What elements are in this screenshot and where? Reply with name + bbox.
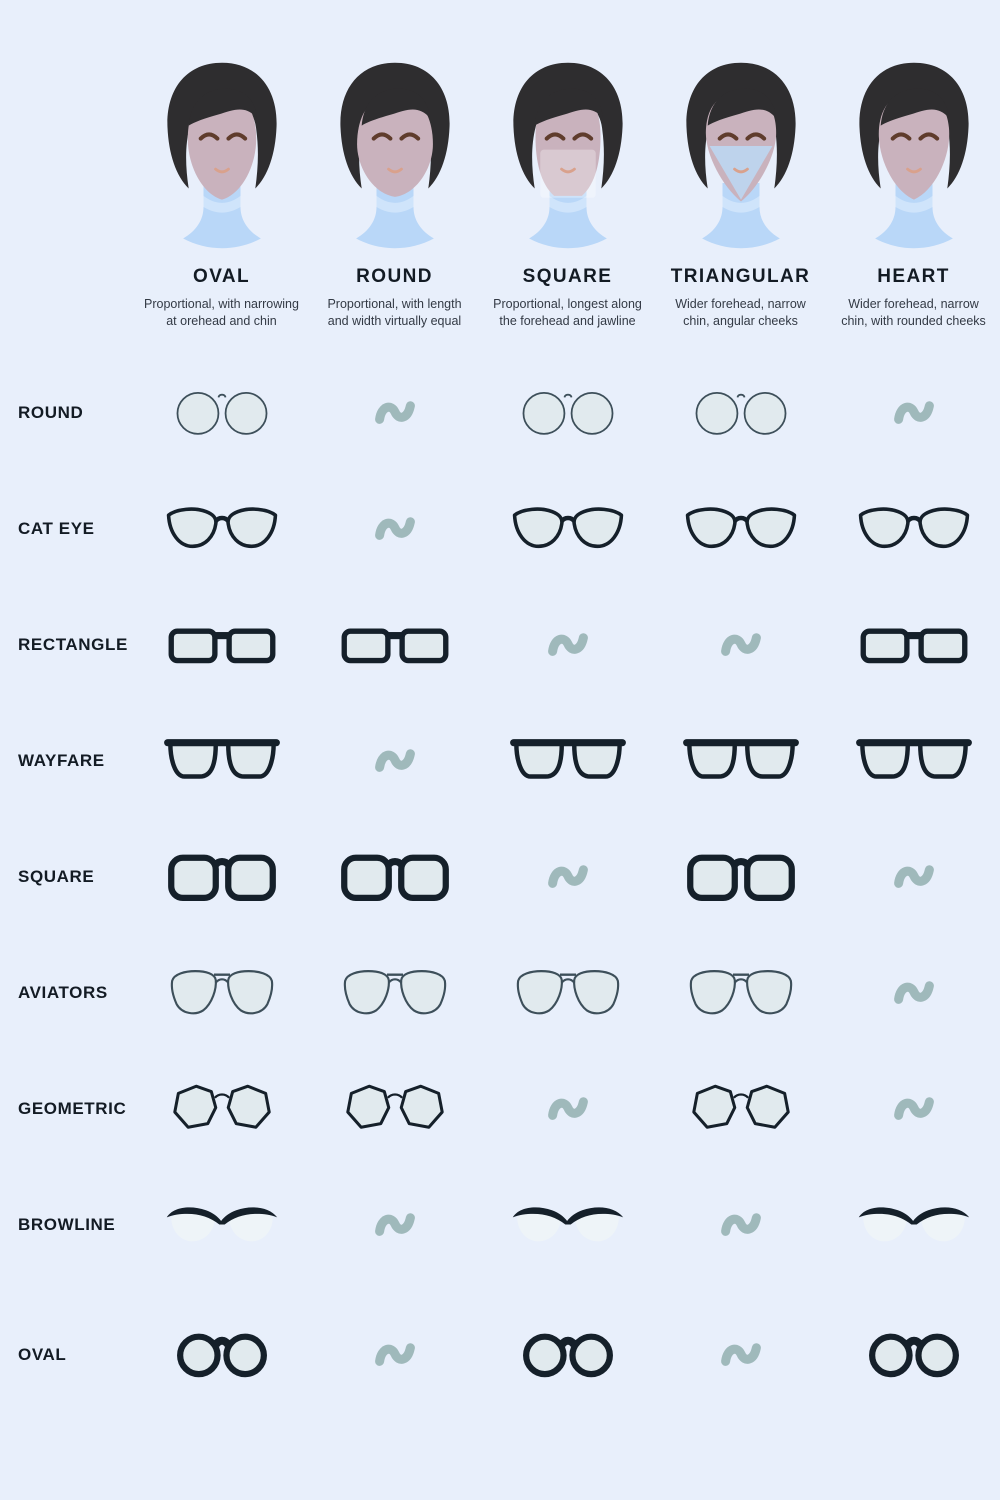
matrix-cell [481,1090,654,1128]
matrix-cell [654,848,827,905]
face-column-oval [135,60,308,331]
matrix-cell [135,1196,308,1253]
matrix-row [0,703,1000,819]
matrix-cell [308,848,481,905]
glasses-type-label: BROWLINE [18,1214,116,1234]
aviator-glasses-icon [164,964,280,1021]
matrix-row [0,935,1000,1051]
wayfare-glasses-icon [510,732,626,789]
face-shape-label: TRIANGULAR [670,266,811,287]
glasses-type-label: GEOMETRIC [18,1098,127,1118]
face-column-round [308,60,481,331]
glasses-type-label: SQUARE [18,866,95,886]
face-illustration-round [321,60,469,256]
matrix-cell [481,384,654,441]
face-illustration-oval [148,60,296,256]
rectangle-glasses-icon [164,616,280,673]
matrix-row [0,1051,1000,1167]
matrix-cell [135,732,308,789]
not-suitable-tilde-icon [546,1090,590,1128]
face-column-heart [827,60,1000,331]
matrix-cell [308,742,481,780]
rectangle-glasses-icon [856,616,972,673]
matrix-cell [654,500,827,557]
not-suitable-tilde-icon [373,1206,417,1244]
matrix-cell [481,626,654,664]
not-suitable-tilde-icon [373,742,417,780]
square-glasses-icon [683,848,799,905]
oval-glasses-icon [856,1326,972,1383]
cateye-glasses-icon [510,500,626,557]
glasses-type-label: WAYFARE [18,750,105,770]
not-suitable-tilde-icon [892,1090,936,1128]
browline-glasses-icon [164,1196,280,1253]
matrix-cell [654,384,827,441]
matrix-cell [654,732,827,789]
matrix-cell [481,1196,654,1253]
matrix-cell [827,500,1000,557]
face-shape-description: Wider forehead, narrow chin, angular cheeks [675,297,806,329]
cateye-glasses-icon [164,500,280,557]
geometric-glasses-icon [683,1080,799,1137]
face-shape-label: HEART [877,266,950,287]
not-suitable-tilde-icon [719,626,763,664]
face-shape-header [0,0,1000,331]
face-shape-description: Proportional, with narrowing at orehead and chin [144,297,299,329]
face-illustration-triangular [667,60,815,256]
glasses-type-label: OVAL [18,1344,67,1364]
not-suitable-tilde-icon [546,858,590,896]
matrix-cell [827,1196,1000,1253]
face-illustration-square [494,60,642,256]
header-spacer [0,60,135,331]
matrix-cell [308,964,481,1021]
matrix-row [0,355,1000,471]
browline-glasses-icon [510,1196,626,1253]
wayfare-glasses-icon [856,732,972,789]
face-shape-description: Proportional, with length and width virtually equal [327,297,462,329]
compatibility-matrix [0,355,1000,1413]
matrix-cell [135,384,308,441]
matrix-cell [308,1080,481,1137]
matrix-cell [135,848,308,905]
not-suitable-tilde-icon [892,394,936,432]
matrix-cell [135,616,308,673]
matrix-cell [308,510,481,548]
matrix-cell [827,616,1000,673]
matrix-cell [827,858,1000,896]
face-illustration-heart [840,60,988,256]
glasses-type-label: ROUND [18,402,84,422]
matrix-cell [308,616,481,673]
matrix-cell [654,626,827,664]
matrix-cell [135,964,308,1021]
oval-glasses-icon [510,1326,626,1383]
not-suitable-tilde-icon [373,510,417,548]
rectangle-glasses-icon [337,616,453,673]
wayfare-glasses-icon [683,732,799,789]
glasses-type-label: RECTANGLE [18,634,128,654]
matrix-cell [481,1326,654,1383]
matrix-row [0,1297,1000,1413]
face-shape-label: SQUARE [522,266,613,287]
matrix-cell [827,974,1000,1012]
round-glasses-icon [510,384,626,441]
not-suitable-tilde-icon [892,858,936,896]
square-glasses-icon [164,848,280,905]
geometric-glasses-icon [164,1080,280,1137]
matrix-cell [135,500,308,557]
face-shape-label: ROUND [356,266,433,287]
wayfare-glasses-icon [164,732,280,789]
aviator-glasses-icon [510,964,626,1021]
not-suitable-tilde-icon [373,1336,417,1374]
matrix-cell [135,1080,308,1137]
face-shape-label: OVAL [193,266,250,287]
matrix-row [0,471,1000,587]
not-suitable-tilde-icon [719,1206,763,1244]
matrix-cell [654,1336,827,1374]
matrix-cell [827,1326,1000,1383]
face-column-square [481,60,654,331]
matrix-cell [308,1206,481,1244]
not-suitable-tilde-icon [373,394,417,432]
round-glasses-icon [164,384,280,441]
matrix-row [0,1167,1000,1283]
browline-glasses-icon [856,1196,972,1253]
matrix-cell [827,732,1000,789]
matrix-cell [308,394,481,432]
aviator-glasses-icon [683,964,799,1021]
geometric-glasses-icon [337,1080,453,1137]
matrix-cell [308,1336,481,1374]
cateye-glasses-icon [683,500,799,557]
matrix-cell [481,500,654,557]
matrix-cell [654,964,827,1021]
matrix-row [0,819,1000,935]
face-shape-description: Wider forehead, narrow chin, with rounded cheeks [841,297,986,329]
matrix-cell [827,1090,1000,1128]
aviator-glasses-icon [337,964,453,1021]
glasses-type-label: CAT EYE [18,518,95,538]
not-suitable-tilde-icon [546,626,590,664]
matrix-row [0,587,1000,703]
square-glasses-icon [337,848,453,905]
matrix-cell [654,1206,827,1244]
glasses-type-label: AVIATORS [18,982,108,1002]
not-suitable-tilde-icon [719,1336,763,1374]
oval-glasses-icon [164,1326,280,1383]
matrix-cell [827,394,1000,432]
face-column-triangular [654,60,827,331]
matrix-cell [481,858,654,896]
cateye-glasses-icon [856,500,972,557]
face-shape-description: Proportional, longest along the forehead and jawline [493,297,642,329]
matrix-cell [135,1326,308,1383]
matrix-cell [654,1080,827,1137]
round-glasses-icon [683,384,799,441]
matrix-cell [481,964,654,1021]
not-suitable-tilde-icon [892,974,936,1012]
matrix-cell [481,732,654,789]
